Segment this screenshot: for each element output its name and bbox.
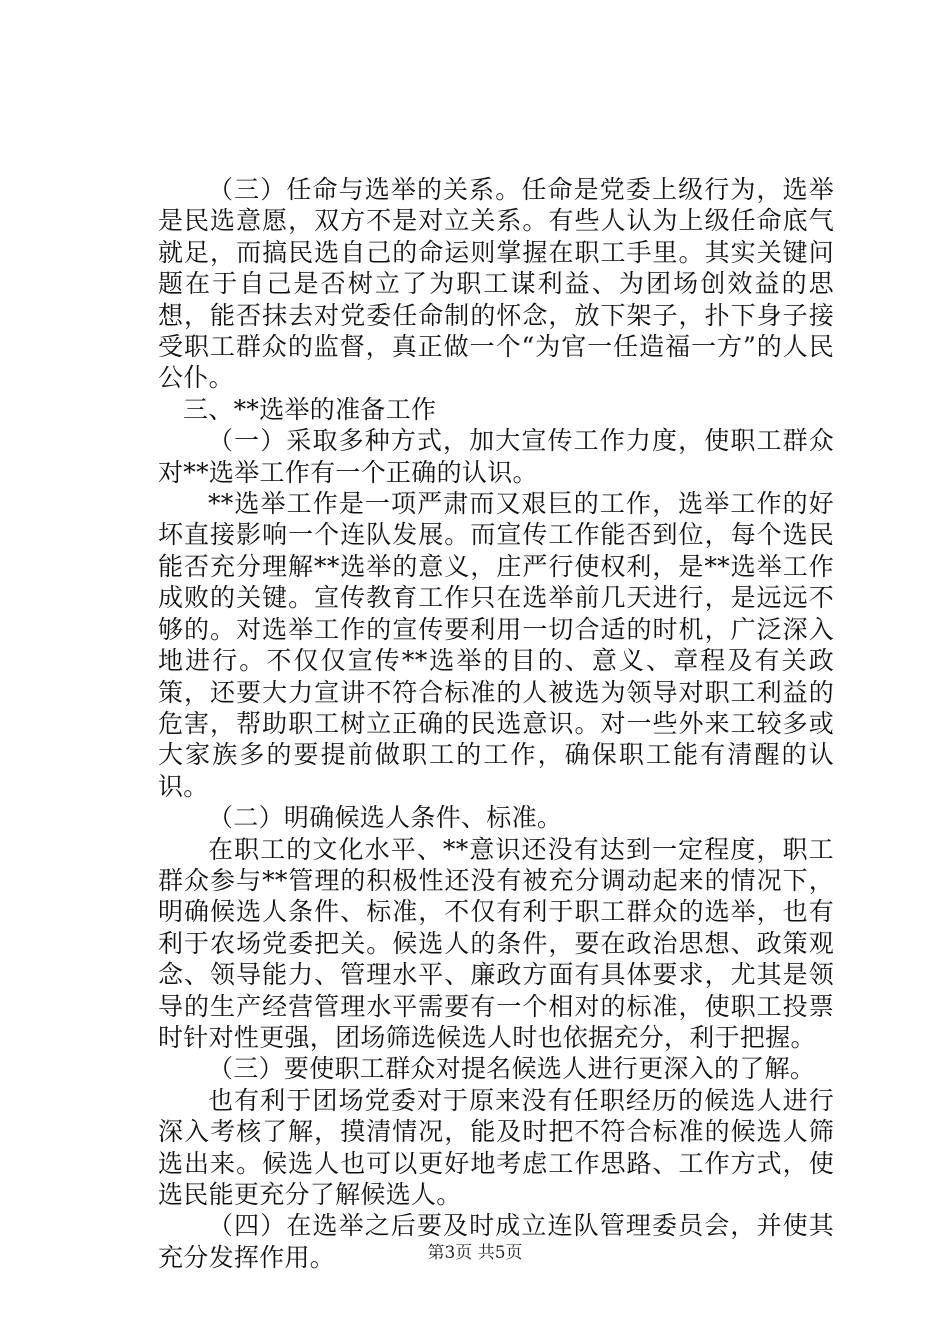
- subheading-understand-candidates: （三）要使职工群众对提名候选人进行更深入的了解。: [208, 1054, 816, 1084]
- paragraph-publicity: **选举工作是一项严肃而又艰巨的工作，选举工作的好坏直接影响一个连队发展。而宣传工作能否到位，每个选民能否充分理解**选举的意义，庄严行使权利，是**选举工作成败的关键。宣传教育工作只在选举前几天进行，是远远不够的。对选举工作的宣传要利用一切合适的时机，广泛深入地进行。不仅仅宣传**选举的目的、意义、章程及有关政策，还要大力宣讲不符合标准的人被选为领导对职工利益的危害，帮助职工树立正确的民选意识。对一些外来工较多或大家族多的要提前做职工的工作，确保职工能有清醒的认识。: [158, 489, 834, 801]
- subheading-publicity: （一）采取多种方式，加大宣传工作力度，使职工群众对**选举工作有一个正确的认识。: [158, 426, 834, 487]
- subheading-management-committee: （四）在选举之后要及时成立连队管理委员会，并使其充分发挥作用。: [158, 1211, 834, 1272]
- page-footer: 第3页 共5页: [427, 1243, 523, 1263]
- paragraph-appointment-vs-election: （三）任命与选举的关系。任命是党委上级行为，选举是民选意愿，双方不是对立关系。有些人认为上级任命底气就足，而搞民选自己的命运则掌握在职工手里。其实关键问题在于自己是否树立了为职工谋利益、为团场创效益的思想，能否抹去对党委任命制的怀念，放下架子，扑下身子接受职工群众的监督，真正做一个“为官一任造福一方”的人民公仆。: [158, 175, 834, 393]
- paragraph-understand-candidates: 也有利于团场党委对于原来没有任职经历的候选人进行深入考核了解，摸清情况，能及时把不符合标准的候选人筛选出来。候选人也可以更好地考虑工作思路、工作方式，使选民能更充分了解候选人。: [158, 1085, 834, 1209]
- document-body: [158, 174, 834, 1273]
- section-heading-election-preparation: 三、**选举的准备工作: [183, 394, 437, 424]
- paragraph-candidate-criteria: 在职工的文化水平、**意识还没有达到一定程度，职工群众参与**管理的积极性还没有被充分调动起来的情况下，明确候选人条件、标准，不仅有利于职工群众的选举，也有利于农场党委把关。候选人的条件，要在政治思想、政策观念、领导能力、管理水平、廉政方面有具体要求，尤其是领导的生产经营管理水平需要有一个相对的标准，使职工投票时针对性更强，团场筛选候选人时也依据充分，利于把握。: [158, 834, 834, 1052]
- subheading-candidate-criteria: （二）明确候选人条件、标准。: [208, 803, 563, 833]
